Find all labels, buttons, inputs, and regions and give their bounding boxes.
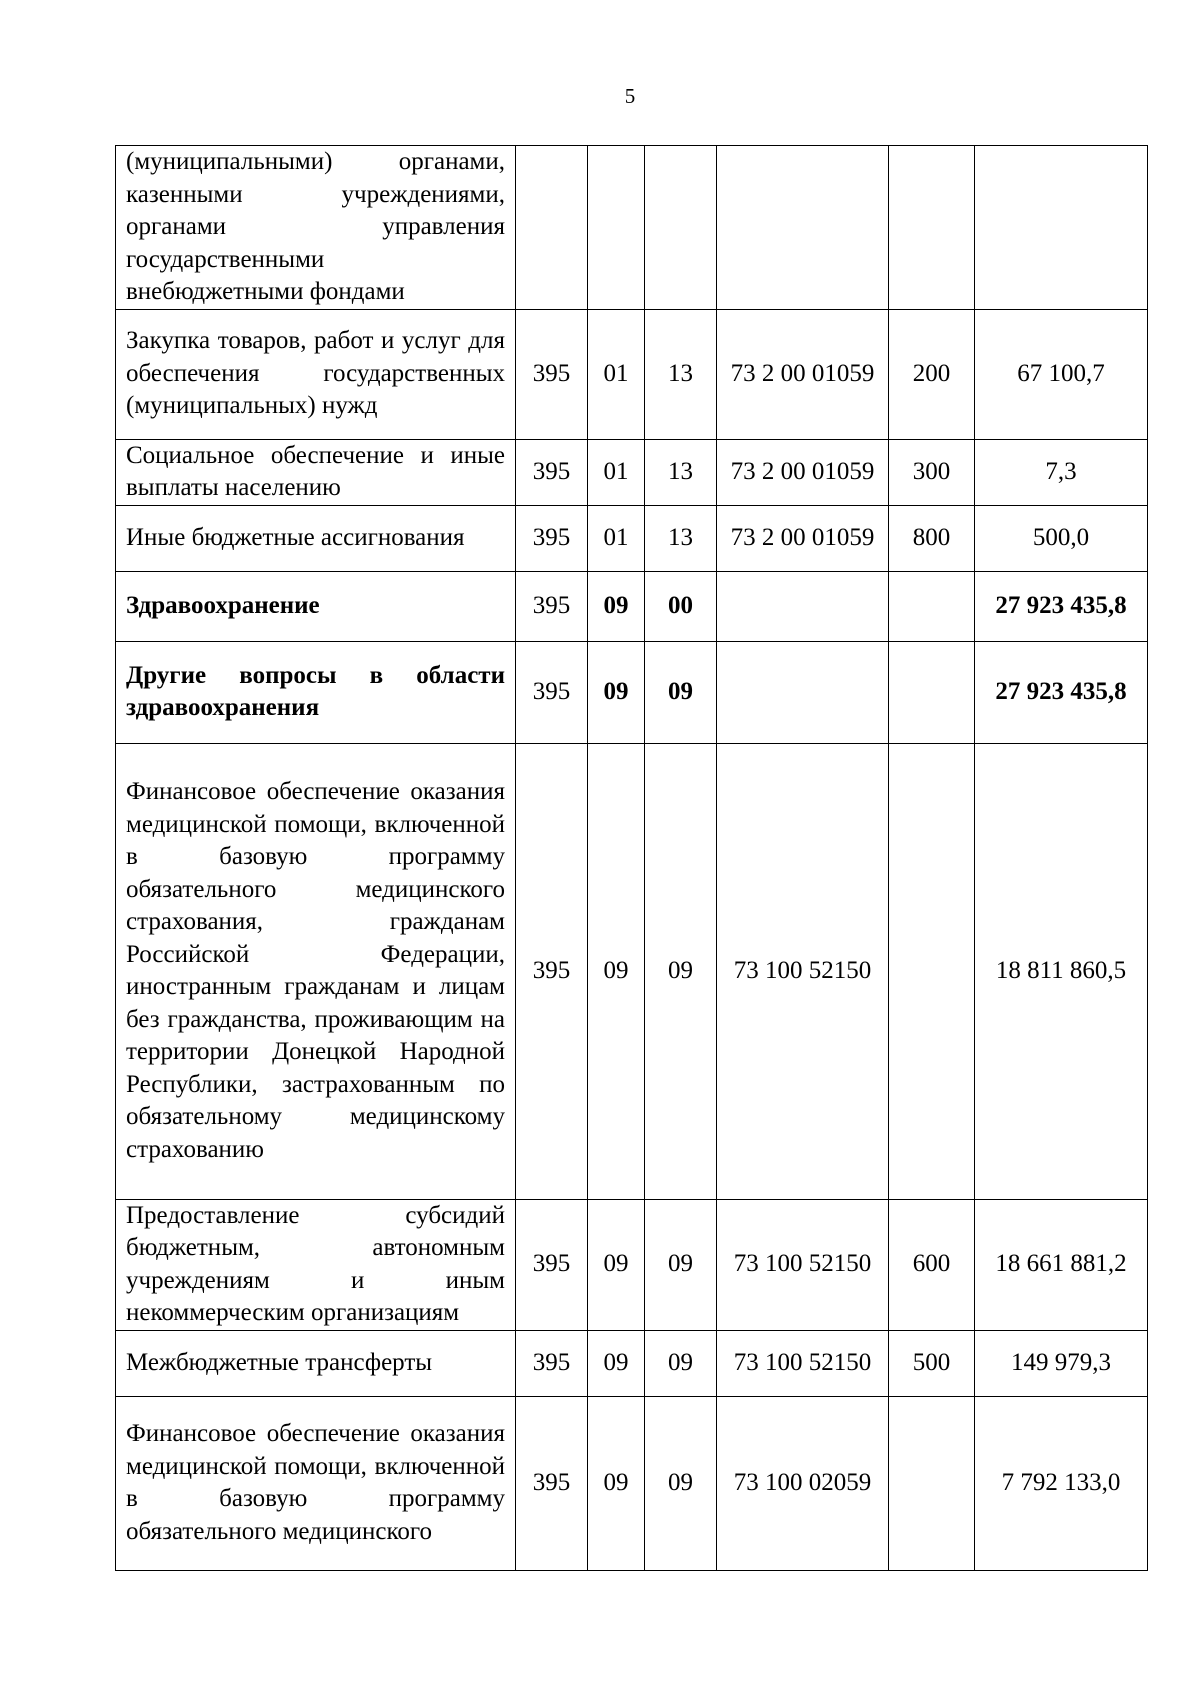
subsection-code: 09	[645, 641, 717, 743]
budget-table-body	[116, 146, 1148, 1571]
ministry-code: 395	[516, 1396, 588, 1570]
subsection-code: 09	[645, 743, 717, 1199]
table-row	[116, 641, 1148, 743]
subsection-code: 00	[645, 571, 717, 641]
expense-type-code	[889, 571, 975, 641]
target-article-code: 73 100 52150	[717, 1199, 889, 1330]
expense-type-code: 600	[889, 1199, 975, 1330]
target-article-code: 73 100 52150	[717, 743, 889, 1199]
target-article-code: 73 100 52150	[717, 1330, 889, 1396]
expense-name: Другие вопросы в области здравоохранения	[116, 641, 516, 743]
target-article-code: 73 100 02059	[717, 1396, 889, 1570]
expense-type-code: 200	[889, 309, 975, 439]
ministry-code: 395	[516, 743, 588, 1199]
section-code: 01	[588, 309, 645, 439]
expense-type-code	[889, 743, 975, 1199]
expense-name: Здравоохранение	[116, 571, 516, 641]
expense-type-code: 500	[889, 1330, 975, 1396]
amount: 7,3	[975, 439, 1148, 505]
section-code: 01	[588, 505, 645, 571]
subsection-code: 09	[645, 1396, 717, 1570]
section-code	[588, 146, 645, 310]
amount: 7 792 133,0	[975, 1396, 1148, 1570]
target-article-code	[717, 571, 889, 641]
page-number: 5	[624, 84, 636, 108]
subsection-code: 13	[645, 309, 717, 439]
ministry-code: 395	[516, 309, 588, 439]
section-code: 09	[588, 1330, 645, 1396]
target-article-code: 73 2 00 01059	[717, 439, 889, 505]
section-code: 09	[588, 1396, 645, 1570]
table-row	[116, 309, 1148, 439]
expense-name: Социальное обеспечение и иные выплаты населению	[116, 439, 516, 505]
expense-name: Межбюджетные трансферты	[116, 1330, 516, 1396]
target-article-code: 73 2 00 01059	[717, 309, 889, 439]
subsection-code	[645, 146, 717, 310]
table-row	[116, 571, 1148, 641]
expense-type-code: 300	[889, 439, 975, 505]
amount: 18 811 860,5	[975, 743, 1148, 1199]
amount: 27 923 435,8	[975, 571, 1148, 641]
subsection-code: 13	[645, 505, 717, 571]
budget-table	[115, 145, 1148, 1571]
ministry-code	[516, 146, 588, 310]
table-row	[116, 146, 1148, 310]
amount: 149 979,3	[975, 1330, 1148, 1396]
ministry-code: 395	[516, 505, 588, 571]
target-article-code	[717, 146, 889, 310]
expense-name: Финансовое обеспечение оказания медицинской помощи, включенной в базовую программу обязательного медицинского	[116, 1396, 516, 1570]
amount: 18 661 881,2	[975, 1199, 1148, 1330]
ministry-code: 395	[516, 1330, 588, 1396]
target-article-code: 73 2 00 01059	[717, 505, 889, 571]
section-code: 01	[588, 439, 645, 505]
table-row	[116, 439, 1148, 505]
expense-name: Предоставление субсидий бюджетным, автономным учреждениям и иным некоммерческим организациям	[116, 1199, 516, 1330]
ministry-code: 395	[516, 1199, 588, 1330]
expense-type-code	[889, 1396, 975, 1570]
amount: 67 100,7	[975, 309, 1148, 439]
amount: 27 923 435,8	[975, 641, 1148, 743]
subsection-code: 13	[645, 439, 717, 505]
section-code: 09	[588, 1199, 645, 1330]
amount: 500,0	[975, 505, 1148, 571]
ministry-code: 395	[516, 571, 588, 641]
table-row	[116, 743, 1148, 1199]
expense-name: (муниципальными) органами, казенными учреждениями, органами управления государственными внебюджетными фондами	[116, 146, 516, 310]
section-code: 09	[588, 571, 645, 641]
section-code: 09	[588, 641, 645, 743]
expense-name: Иные бюджетные ассигнования	[116, 505, 516, 571]
expense-type-code	[889, 146, 975, 310]
ministry-code: 395	[516, 641, 588, 743]
ministry-code: 395	[516, 439, 588, 505]
table-row	[116, 1396, 1148, 1570]
table-row	[116, 505, 1148, 571]
amount	[975, 146, 1148, 310]
expense-name: Финансовое обеспечение оказания медицинской помощи, включенной в базовую программу обязательного медицинского страхования, гражданам Российской Федерации, иностранным гражданам и лицам без гражданства, проживающим на территории Донецкой Народной Республики, застрахованным по обязательному медицинскому страхованию	[116, 743, 516, 1199]
section-code: 09	[588, 743, 645, 1199]
subsection-code: 09	[645, 1199, 717, 1330]
subsection-code: 09	[645, 1330, 717, 1396]
table-row	[116, 1199, 1148, 1330]
expense-name: Закупка товаров, работ и услуг для обеспечения государственных (муниципальных) нужд	[116, 309, 516, 439]
table-row	[116, 1330, 1148, 1396]
expense-type-code	[889, 641, 975, 743]
target-article-code	[717, 641, 889, 743]
expense-type-code: 800	[889, 505, 975, 571]
